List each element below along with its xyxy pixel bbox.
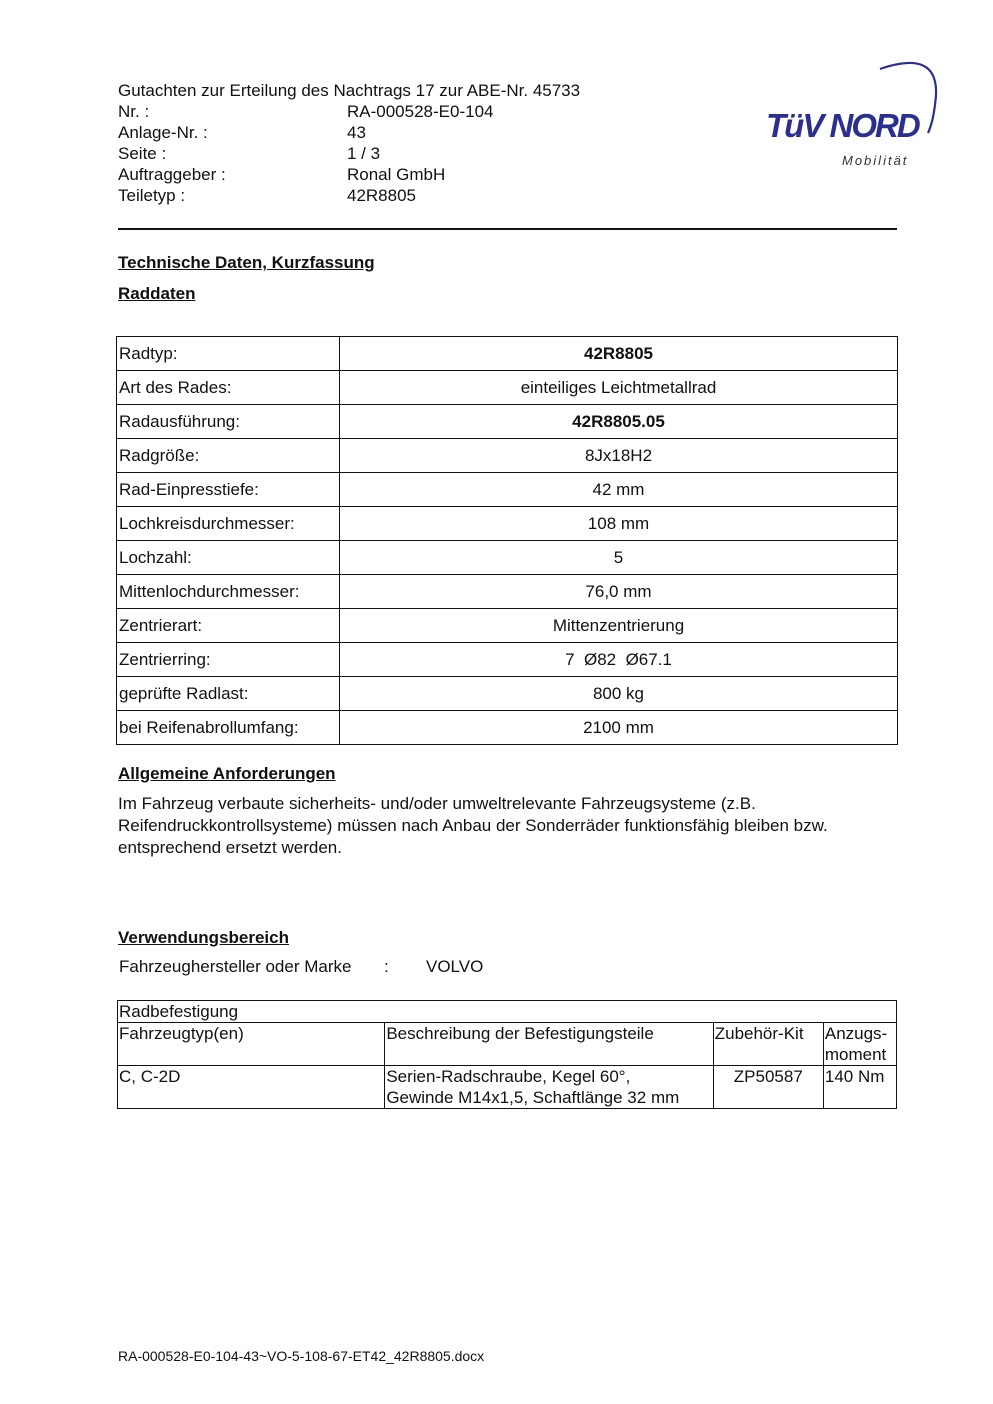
table-header-row <box>118 1023 897 1066</box>
logo-arc-icon <box>760 55 950 175</box>
row-value: 42 mm <box>340 473 898 507</box>
table-row <box>117 473 898 507</box>
header-value: RA-000528-E0-104 <box>347 102 494 121</box>
col-header-vehicle-type: Fahrzeugtyp(en) <box>118 1023 385 1066</box>
header-value: 43 <box>347 123 366 142</box>
heading-technical: Technische Daten, Kurzfassung <box>118 253 375 272</box>
wheel-fixing-table <box>117 1000 897 1109</box>
table-row <box>117 575 898 609</box>
table-row <box>117 711 898 745</box>
cell-vehicle-type: C, C-2D <box>118 1066 385 1109</box>
col-header-description: Beschreibung der Befestigungsteile <box>385 1023 713 1066</box>
table-row <box>117 337 898 371</box>
heading-general: Allgemeine Anforderungen <box>118 764 336 783</box>
row-value: 108 mm <box>340 507 898 541</box>
logo-sub-text: Mobilität <box>842 153 909 168</box>
row-label: Art des Rades: <box>117 371 340 405</box>
cell-kit: ZP50587 <box>713 1066 823 1109</box>
header-row-seite <box>118 143 618 164</box>
row-label: Radtyp: <box>117 337 340 371</box>
wheel-data-table <box>116 336 898 745</box>
header-value: 1 / 3 <box>347 144 381 163</box>
table-row <box>117 371 898 405</box>
general-requirements-text: Im Fahrzeug verbaute sicherheits- und/oder umweltrelevante Fahrzeugsysteme (z.B. Reifendruckkontrollsysteme) müssen nach Anbau der Sonderräder funktionsfähig bleiben bzw. entsprechend ersetzt werden. <box>118 794 828 857</box>
vehicle-make-line <box>119 957 484 977</box>
fixing-table-title: Radbefestigung <box>118 1001 897 1023</box>
row-value: einteiliges Leichtmetallrad <box>340 371 898 405</box>
header-label: Teiletyp : <box>118 186 186 205</box>
row-value: 76,0 mm <box>340 575 898 609</box>
logo-brand-text: TüV NORD <box>766 107 919 144</box>
header-label: Auftraggeber : <box>118 165 226 184</box>
header-value: Ronal GmbH <box>347 165 446 184</box>
table-title-row <box>118 1001 897 1023</box>
report-title: Gutachten zur Erteilung des Nachtrags 17 zur ABE-Nr. 45733 <box>118 81 581 100</box>
row-label: Zentrierart: <box>117 609 340 643</box>
table-row <box>117 405 898 439</box>
description-line2: Gewinde M14x1,5, Schaftlänge 32 mm <box>386 1088 680 1107</box>
header-row-nr <box>118 101 618 122</box>
table-row <box>117 609 898 643</box>
heading-usage: Verwendungsbereich <box>118 928 289 947</box>
make-separator: : <box>384 957 389 976</box>
row-label: Mittenlochdurchmesser: <box>117 575 340 609</box>
header-row-anlage <box>118 122 618 143</box>
table-row <box>117 507 898 541</box>
tuv-nord-logo <box>760 55 950 175</box>
cell-description <box>385 1066 713 1109</box>
row-value: 8Jx18H2 <box>340 439 898 473</box>
document-footer: RA-000528-E0-104-43~VO-5-108-67-ET42_42R8805.docx <box>118 1348 485 1364</box>
header-row-teiletyp <box>118 185 618 206</box>
header-label: Anlage-Nr. : <box>118 123 208 142</box>
header-label: Seite : <box>118 144 167 163</box>
table-row <box>117 439 898 473</box>
row-label: Lochzahl: <box>117 541 340 575</box>
torque-header-line2: moment <box>824 1045 887 1064</box>
row-value: 42R8805.05 <box>340 405 898 439</box>
row-label: Zentrierring: <box>117 643 340 677</box>
description-line1: Serien-Radschraube, Kegel 60°, <box>386 1067 631 1086</box>
torque-header-line1: Anzugs- <box>824 1024 888 1043</box>
make-label: Fahrzeughersteller oder Marke <box>119 957 352 976</box>
row-label: Lochkreisdurchmesser: <box>117 507 340 541</box>
col-header-kit: Zubehör-Kit <box>713 1023 823 1066</box>
row-label: bei Reifenabrollumfang: <box>117 711 340 745</box>
header-label: Nr. : <box>118 102 150 121</box>
header-row-auftraggeber <box>118 164 618 185</box>
row-value: 42R8805 <box>340 337 898 371</box>
table-row <box>118 1066 897 1109</box>
table-row <box>117 643 898 677</box>
row-label: geprüfte Radlast: <box>117 677 340 711</box>
heading-wheel-data: Raddaten <box>118 284 196 303</box>
row-value: 2100 mm <box>340 711 898 745</box>
col-header-torque <box>823 1023 896 1066</box>
row-value: 800 kg <box>340 677 898 711</box>
cell-torque: 140 Nm <box>823 1066 896 1109</box>
row-label: Rad-Einpresstiefe: <box>117 473 340 507</box>
table-row <box>117 541 898 575</box>
row-label: Radausführung: <box>117 405 340 439</box>
row-value: Mittenzentrierung <box>340 609 898 643</box>
row-value: 7 Ø82 Ø67.1 <box>340 643 898 677</box>
row-label: Radgröße: <box>117 439 340 473</box>
table-row <box>117 677 898 711</box>
make-value: VOLVO <box>426 957 484 976</box>
header-divider <box>118 228 897 230</box>
header-value: 42R8805 <box>347 186 417 205</box>
row-value: 5 <box>340 541 898 575</box>
